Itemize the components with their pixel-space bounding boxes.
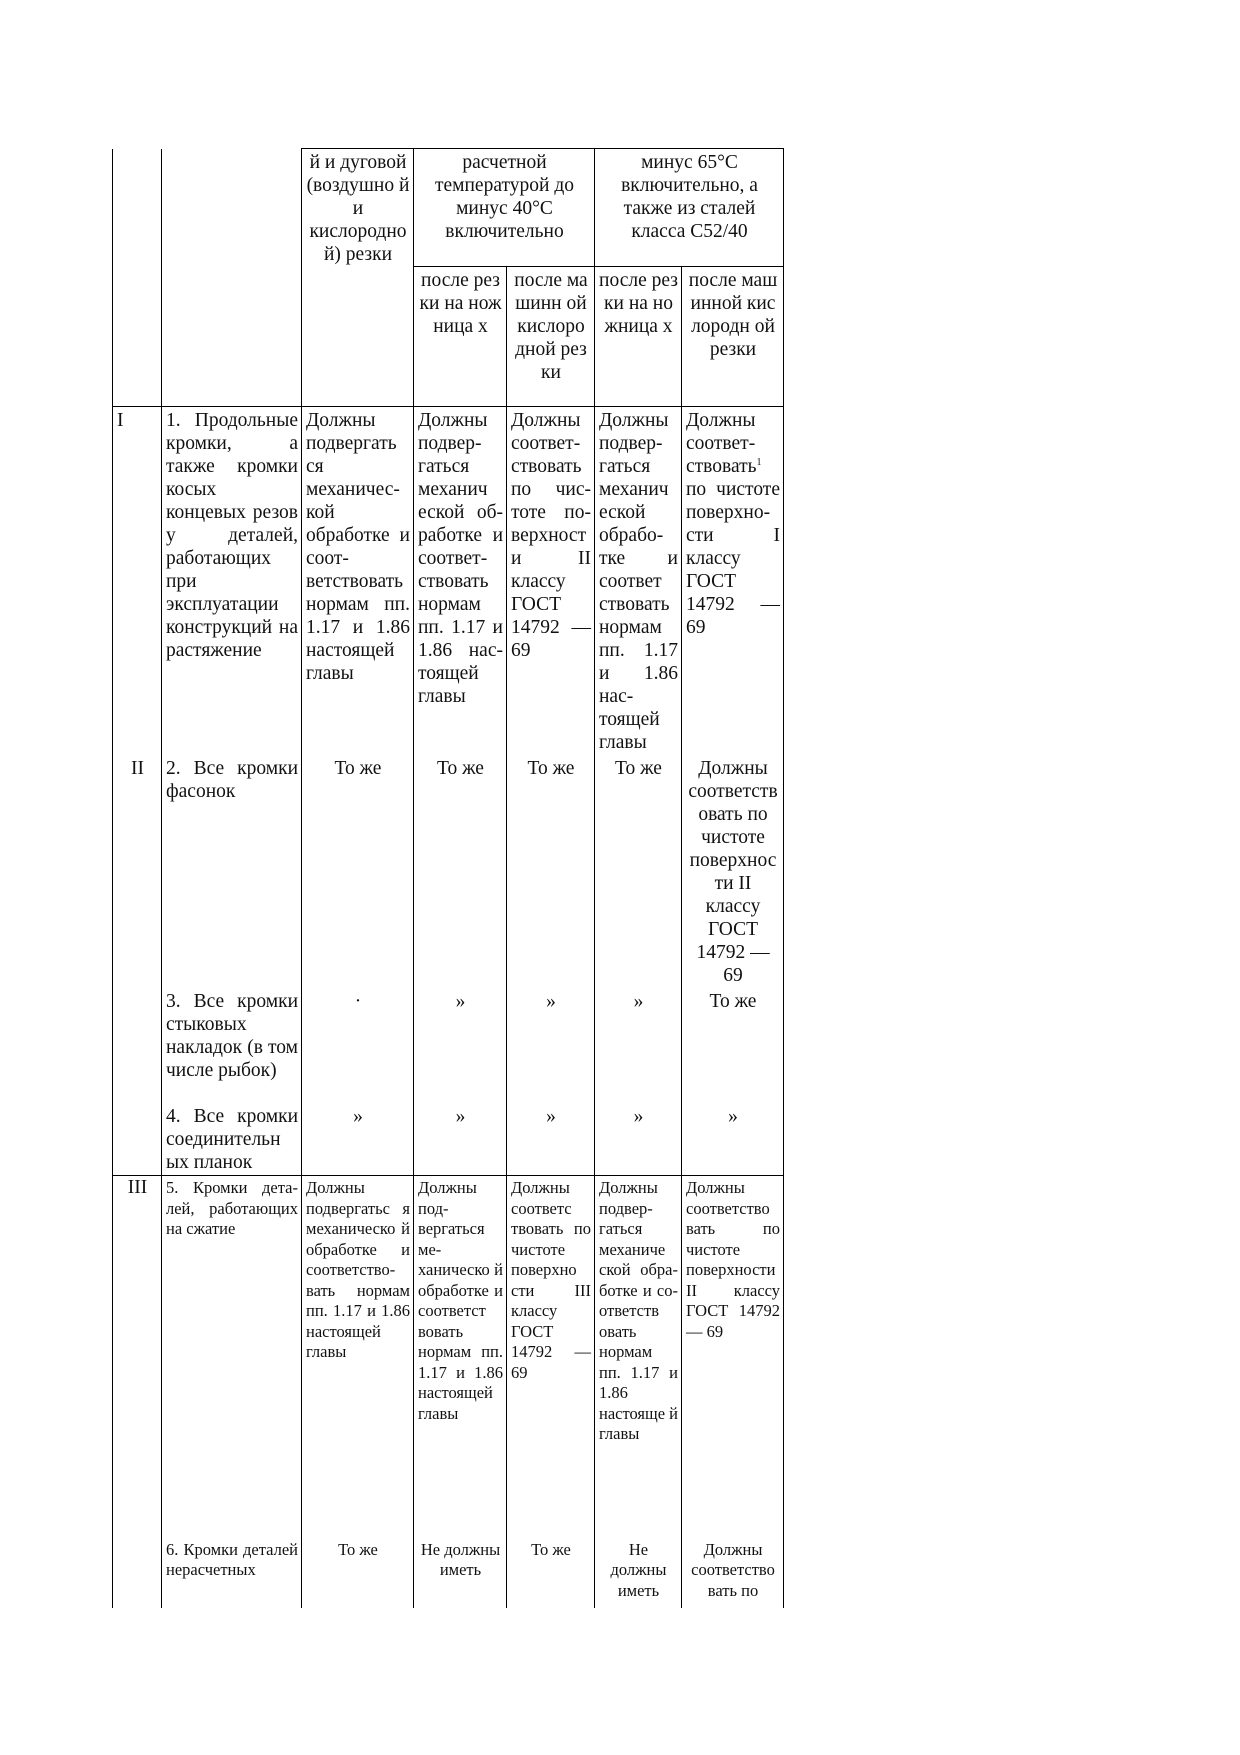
row-cell: » xyxy=(414,1103,507,1176)
row-cell: То же xyxy=(302,1538,414,1608)
row-cell xyxy=(682,407,784,756)
row-cell: То же xyxy=(302,755,414,988)
row-description: 5. Кромки деталей, работающих на сжатие xyxy=(162,1176,302,1538)
cut-type-header: й и дуговой (воздушно й и кислородно й) резки xyxy=(302,149,414,407)
row-description: 1. Продольные кромки, а также кромки косых концевых резов у деталей, работающих при эксплуатации конструкций на растяжение xyxy=(162,407,302,756)
description-column-header-cont xyxy=(162,267,302,407)
row-cell: То же xyxy=(507,1538,595,1608)
row-cell: То же xyxy=(507,755,595,988)
row-cell: Не должны иметь xyxy=(595,1538,682,1608)
row-cell: То же xyxy=(682,988,784,1103)
row-cell: » xyxy=(302,1103,414,1176)
footnote-mark: 1 xyxy=(756,457,762,468)
group-label xyxy=(113,1103,162,1176)
subheader-shears-40: после резки на ножница х xyxy=(414,267,507,407)
row-cell: Должны соответство вать по xyxy=(682,1538,784,1608)
group-column-header-cont xyxy=(113,267,162,407)
row-cell-text: по чистоте поверхности I классу ГОСТ 14792 — 69 xyxy=(686,479,780,638)
row-cell: Должны подвергаться механическо й обработке и соответст вовать нормам пп. 1.17 и 1.86 настоящей главы xyxy=(414,1176,507,1538)
group-40-header: расчетной температурой до минус 40°С включительно xyxy=(414,149,595,267)
row-cell: Должны подвергаться механич еской обработке и соответствовать нормам пп. 1.17 и 1.86 настоящей главы xyxy=(414,407,507,756)
group-label xyxy=(113,988,162,1103)
group-label: II xyxy=(113,755,162,988)
row-cell-text: Должны соответствовать xyxy=(686,410,757,477)
row-cell: То же xyxy=(414,755,507,988)
row-cell: » xyxy=(414,988,507,1103)
row-cell: » xyxy=(507,1103,595,1176)
row-cell: Должны подвергаться механич еской обработке и соответ ствовать нормам пп. 1.17 и 1.86 настоящей главы xyxy=(595,407,682,756)
subheader-shears-65: после резки на ножница х xyxy=(595,267,682,407)
row-cell: » xyxy=(507,988,595,1103)
row-cell: Должны соответств овать по чистоте поверхнос ти II классу ГОСТ 14792 — 69 xyxy=(682,755,784,988)
row-cell: Должны подвергать ся механической обработке и соответствовать нормам пп. 1.17 и 1.86 настоящей главы xyxy=(302,407,414,756)
row-cell: Должны соответство вать по чистоте поверхности II классу ГОСТ 14792 — 69 xyxy=(682,1176,784,1538)
description-column-header xyxy=(162,149,302,267)
row-cell: Должны подвергатьс я механическо й обработке и соответствовать нормам пп. 1.17 и 1.86 настоящей главы xyxy=(302,1176,414,1538)
row-description: 2. Все кромки фасонок xyxy=(162,755,302,988)
group-label: III xyxy=(113,1176,162,1538)
group-65-header: минус 65°С включительно, а также из сталей класса С52/40 xyxy=(595,149,784,267)
subheader-machine-65: после машинной кислородн ой резки xyxy=(682,267,784,407)
row-cell: Должны подвергаться механиче ской обработке и соответств овать нормам пп. 1.17 и 1.86 настояще й главы xyxy=(595,1176,682,1538)
group-label: I xyxy=(113,407,162,756)
row-description: 3. Все кромки стыковых накладок (в том числе рыбок) xyxy=(162,988,302,1103)
row-cell: » xyxy=(682,1103,784,1176)
row-cell: » xyxy=(595,1103,682,1176)
subheader-machine-40: после машинн ой кислоро дной резки xyxy=(507,267,595,407)
row-cell: Не должны иметь xyxy=(414,1538,507,1608)
row-description: 4. Все кромки соединительн ых планок xyxy=(162,1103,302,1176)
row-cell: · xyxy=(302,988,414,1103)
group-label xyxy=(113,1538,162,1608)
row-cell: » xyxy=(595,988,682,1103)
row-cell: Должны соответс твовать по чистоте поверхно сти III классу ГОСТ 14792 — 69 xyxy=(507,1176,595,1538)
requirements-table xyxy=(112,148,784,1608)
row-cell: То же xyxy=(595,755,682,988)
group-column-header xyxy=(113,149,162,267)
row-description: 6. Кромки деталей нерасчетных xyxy=(162,1538,302,1608)
row-cell: Должны соответствовать по чистоте поверхност и II классу ГОСТ 14792 — 69 xyxy=(507,407,595,756)
